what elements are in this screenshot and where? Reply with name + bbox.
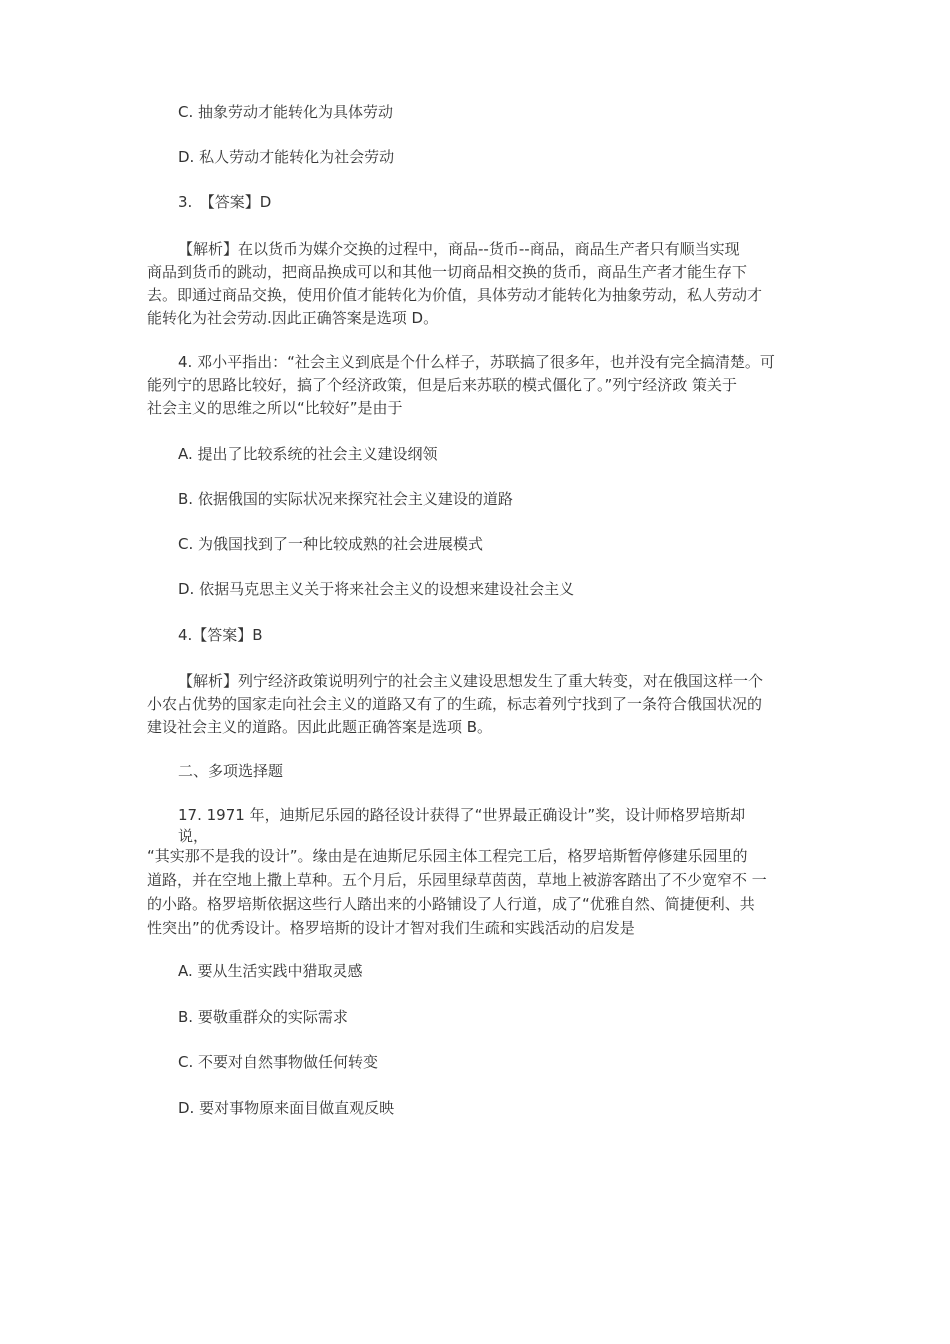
q17-option-c: C. 不要对自然事物做任何转变 xyxy=(178,1053,379,1071)
q3-analysis-line: 【解析】在以货币为媒介交换的过程中，商品--货币--商品，商品生产者只有顺当实现 xyxy=(178,240,740,258)
q17-stem-wrap: 说， xyxy=(178,827,209,845)
q4-stem-line: 社会主义的思维之所以“比较好”是由于 xyxy=(147,399,403,417)
q17-option-a: A. 要从生活实践中猎取灵感 xyxy=(178,962,363,980)
q4-stem-line: 能列宁的思路比较好，搞了个经济政策，但是后来苏联的模式僵化了。”列宁经济政 策关于 xyxy=(147,376,738,394)
q4-answer: 4.【答案】B xyxy=(178,626,263,644)
q4-analysis-line: 小农占优势的国家走向社会主义的道路又有了的生疏，标志着列宁找到了一条符合俄国状况的 xyxy=(147,695,763,713)
q3-option-d: D. 私人劳动才能转化为社会劳动 xyxy=(178,148,395,166)
q3-analysis-line: 去。即通过商品交换，使用价值才能转化为价值，具体劳动才能转化为抽象劳动，私人劳动才 xyxy=(147,286,763,304)
q4-analysis-line: 【解析】列宁经济政策说明列宁的社会主义建设思想发生了重大转变，对在俄国这样一个 xyxy=(178,672,764,690)
q4-analysis-line: 建设社会主义的道路。因此此题正确答案是选项 B。 xyxy=(147,718,493,736)
q3-analysis-line: 能转化为社会劳动.因此正确答案是选项 D。 xyxy=(147,309,439,327)
q4-option-c: C. 为俄国找到了一种比较成熟的社会进展模式 xyxy=(178,535,484,553)
section-title: 二、多项选择题 xyxy=(178,762,284,780)
q17-stem-line: 性突出”的优秀设计。格罗培斯的设计才智对我们生疏和实践活动的启发是 xyxy=(147,919,635,937)
q3-answer: 3. 【答案】D xyxy=(178,193,272,211)
q3-option-c: C. 抽象劳动才能转化为具体劳动 xyxy=(178,103,394,121)
q17-stem-line: 道路，并在空地上撒上草种。五个月后，乐园里绿草茵茵，草地上被游客踏出了不少宽窄不 一 xyxy=(147,871,767,889)
q4-option-b: B. 依据俄国的实际状况来探究社会主义建设的道路 xyxy=(178,490,513,508)
q17-option-d: D. 要对事物原来面目做直观反映 xyxy=(178,1099,395,1117)
q4-option-a: A. 提出了比较系统的社会主义建设纲领 xyxy=(178,445,438,463)
q17-stem-line: “其实那不是我的设计”。缘由是在迪斯尼乐园主体工程完工后，格罗培斯暂停修建乐园里的 xyxy=(147,847,748,865)
q4-option-d: D. 依据马克思主义关于将来社会主义的设想来建设社会主义 xyxy=(178,580,575,598)
q3-analysis-line: 商品到货币的跳动，把商品换成可以和其他一切商品相交换的货币，商品生产者才能生存下 xyxy=(147,263,748,281)
q4-stem-line: 4. 邓小平指出：“社会主义到底是个什么样子，苏联搞了很多年，也并没有完全搞清楚。可 xyxy=(178,353,775,371)
q17-stem-line: 的小路。格罗培斯依据这些行人踏出来的小路铺设了人行道，成了“优雅自然、简捷便利、共 xyxy=(147,895,755,913)
q17-stem-line: 17. 1971 年，迪斯尼乐园的路径设计获得了“世界最正确设计”奖，设计师格罗培斯却 xyxy=(178,806,746,824)
q17-option-b: B. 要敬重群众的实际需求 xyxy=(178,1008,348,1026)
